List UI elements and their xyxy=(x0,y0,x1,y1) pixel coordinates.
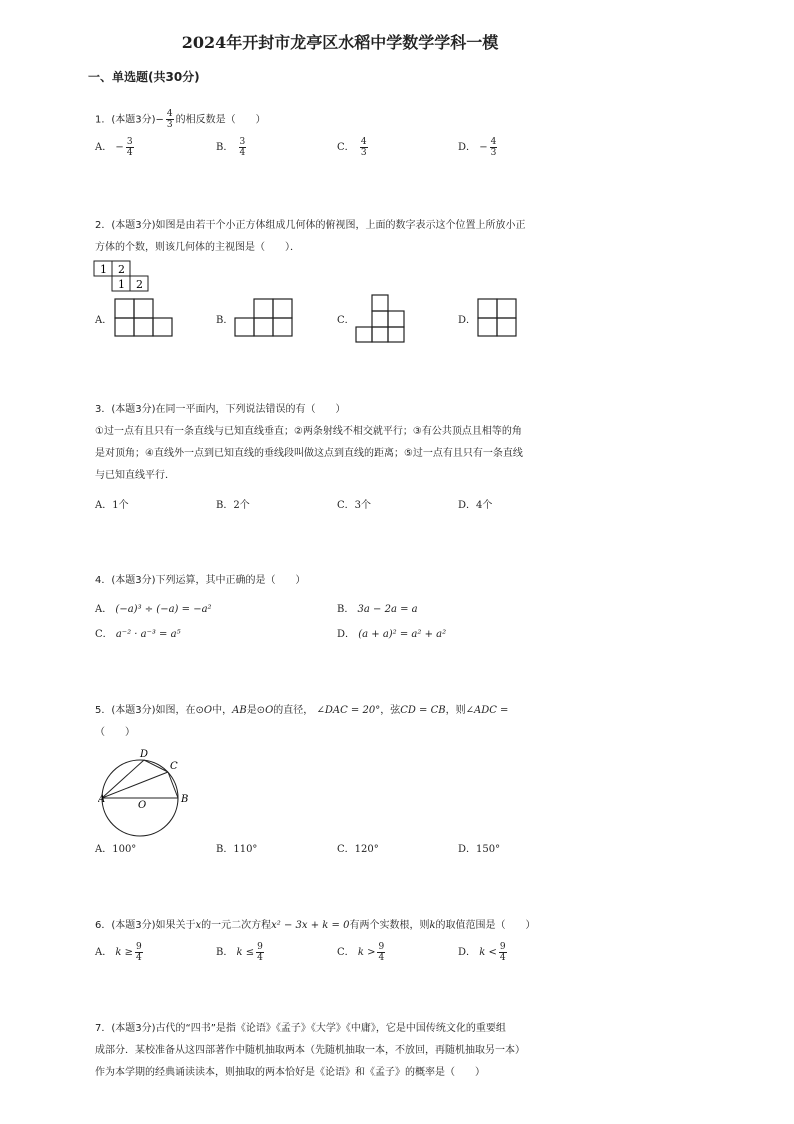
option-num: 4 xyxy=(490,137,497,147)
q6-option-b[interactable] xyxy=(216,942,266,963)
q6-math: x² − 3x + k = 0 xyxy=(271,920,350,931)
q2-option-d-figure[interactable] xyxy=(477,298,519,338)
q5-math: CD = CB xyxy=(400,705,446,716)
q3-line-3: 是对顶角；④直线外一点到已知直线的垂线段叫做这点到直线的距离；⑤过一点有且只有一条直线 xyxy=(95,448,523,459)
option-fraction xyxy=(490,137,498,158)
option-fraction xyxy=(360,137,368,158)
q2-option-b-label[interactable]: B． xyxy=(216,315,234,326)
question-6 xyxy=(95,915,585,937)
q6-math: x xyxy=(195,920,202,931)
q3-option-b[interactable]: B．2个 xyxy=(216,500,250,511)
grid-number: 1 xyxy=(118,278,125,291)
q7-line-3: 作为本学期的经典诵读读本，则抽取的两本恰好是《论语》和《孟子》的概率是（ ） xyxy=(95,1067,485,1078)
q1-fraction xyxy=(166,109,174,130)
q5-circle-figure xyxy=(98,745,198,840)
point-label-a: A xyxy=(98,794,106,805)
q6-text: 的一元二次方程 xyxy=(201,920,272,931)
point-label-o: O xyxy=(138,800,147,811)
option-relation: k < xyxy=(479,947,497,958)
option-den: 4 xyxy=(126,148,133,158)
point-label-c: C xyxy=(170,761,178,772)
option-num: 3 xyxy=(239,137,246,147)
q5-math: AB xyxy=(232,705,247,716)
option-den: 4 xyxy=(499,953,506,963)
option-relation: k ≤ xyxy=(236,947,255,958)
q5-option-b[interactable]: B．110° xyxy=(216,844,258,855)
question-7 xyxy=(95,1018,585,1084)
q5-text: 中， xyxy=(212,705,233,716)
q3-line-1: 3．(本题3分)在同一平面内，下列说法错误的有（ ） xyxy=(95,404,346,415)
grid-number: 2 xyxy=(136,278,143,291)
q7-line-2: 成部分．某校准备从这四部著作中随机抽取两本（先随机抽取一本，不放回，再随机抽取另一本） xyxy=(95,1045,525,1056)
option-label: C． xyxy=(95,629,113,640)
q2-top-view-figure xyxy=(93,260,153,294)
option-label: D． xyxy=(458,947,477,958)
option-den: 3 xyxy=(490,148,497,158)
q5-text: 5．(本题3分)如图，在⊙ xyxy=(95,705,204,716)
option-num: 9 xyxy=(499,942,506,952)
q3-option-d[interactable]: D．4个 xyxy=(458,500,493,511)
q6-option-c[interactable] xyxy=(337,942,387,963)
option-den: 4 xyxy=(239,148,246,158)
option-num: 9 xyxy=(257,942,263,952)
option-num: 3 xyxy=(126,137,133,147)
q5-text: ，则 xyxy=(445,705,466,716)
q2-option-d-label[interactable]: D． xyxy=(458,315,477,326)
q6-option-d[interactable] xyxy=(458,942,509,963)
option-label: C． xyxy=(337,947,355,958)
q6-option-a[interactable] xyxy=(95,942,145,963)
q1-stem-prefix: 1．(本题3分) xyxy=(95,114,156,126)
q1-num: 4 xyxy=(166,109,173,119)
option-num: 9 xyxy=(378,942,385,952)
q2-option-b-figure[interactable] xyxy=(234,298,294,338)
q2-option-c-figure[interactable] xyxy=(355,294,407,344)
q1-option-c[interactable] xyxy=(337,137,370,158)
option-num: 4 xyxy=(360,137,367,147)
q7-line-1: 7．(本题3分)古代的“四书”是指《论语》《孟子》《大学》《中庸》，它是中国传统文化的重要组 xyxy=(95,1023,506,1034)
q6-text: 的取值范围是（ ） xyxy=(435,920,536,931)
option-label: D． xyxy=(458,142,477,153)
q5-math: ∠ADC = xyxy=(465,705,509,716)
grid-number: 1 xyxy=(100,263,107,276)
option-label: D． xyxy=(337,629,356,640)
option-sign: − xyxy=(479,142,488,153)
option-expression: a⁻² · a⁻³ = a⁵ xyxy=(115,629,181,640)
option-den: 4 xyxy=(257,953,263,963)
section-heading: 一、单选题(共30分) xyxy=(88,70,200,84)
q5-line-2: （ ） xyxy=(95,727,135,738)
q2-line-2: 方体的个数，则该几何体的主视图是（ ）． xyxy=(95,242,300,253)
q5-text: 的直径， xyxy=(273,705,314,716)
q1-neg: − xyxy=(155,114,164,126)
point-label-d: D xyxy=(140,749,149,760)
page-title: 2024年开封市龙亭区水稻中学数学学科一模 xyxy=(181,33,499,52)
q4-option-c[interactable] xyxy=(95,625,181,640)
q5-math: ∠DAC = 20° xyxy=(316,705,381,716)
q3-option-c[interactable]: C．3个 xyxy=(337,500,372,511)
option-expression: 3a − 2a = a xyxy=(357,604,418,615)
option-label: A． xyxy=(95,947,113,958)
question-1 xyxy=(95,109,585,132)
q1-option-a[interactable] xyxy=(95,137,136,158)
q2-option-a-label[interactable]: A． xyxy=(95,315,113,326)
q5-text: ，弦 xyxy=(380,705,401,716)
option-fraction xyxy=(239,137,247,158)
option-expression: (a + a)² = a² + a² xyxy=(358,629,447,640)
q6-text: 6．(本题3分)如果关于 xyxy=(95,920,196,931)
question-3 xyxy=(95,399,585,487)
option-label: C． xyxy=(337,142,355,153)
q6-math: k xyxy=(429,920,436,931)
question-4: 4．(本题3分)下列运算，其中正确的是（ ） xyxy=(95,575,306,586)
q5-option-c[interactable]: C．120° xyxy=(337,844,379,855)
q2-line-1: 2．(本题3分)如图是由若干个小正方体组成几何体的俯视图，上面的数字表示这个位置上所放小正 xyxy=(95,220,526,231)
q2-option-a-figure[interactable] xyxy=(114,298,174,338)
q3-option-a[interactable]: A．1个 xyxy=(95,500,129,511)
point-label-b: B xyxy=(181,794,189,805)
q5-math: O xyxy=(265,705,274,716)
q1-den: 3 xyxy=(166,120,173,130)
q1-option-b[interactable] xyxy=(216,137,248,158)
option-sign: − xyxy=(115,142,124,153)
q2-option-c-label[interactable]: C． xyxy=(337,315,355,326)
q5-option-a[interactable]: A．100° xyxy=(95,844,137,855)
q4-option-a[interactable] xyxy=(95,600,212,615)
option-label: A． xyxy=(95,142,113,153)
option-label: B． xyxy=(216,142,234,153)
option-relation: k ≥ xyxy=(115,947,134,958)
option-fraction xyxy=(499,942,507,963)
q6-text: 有两个实数根，则 xyxy=(349,920,430,931)
option-label: A． xyxy=(95,604,113,615)
q5-text: 是⊙ xyxy=(246,705,266,716)
q1-stem-suffix: 的相反数是（ ） xyxy=(175,114,266,126)
q1-option-d[interactable] xyxy=(458,137,499,158)
q5-math: O xyxy=(203,705,213,716)
option-den: 4 xyxy=(136,953,142,963)
q4-option-d[interactable] xyxy=(337,625,446,640)
q3-line-4: 与已知直线平行． xyxy=(95,470,175,481)
question-5 xyxy=(95,700,575,744)
question-2 xyxy=(95,215,585,259)
option-fraction xyxy=(126,137,134,158)
q3-line-2: ①过一点有且只有一条直线与已知直线垂直；②两条射线不相交就平行；③有公共顶点且相等的角 xyxy=(95,426,522,437)
option-fraction xyxy=(256,942,264,963)
q5-line-1 xyxy=(95,700,575,722)
q5-option-d[interactable]: D．150° xyxy=(458,844,501,855)
option-label: B． xyxy=(337,604,355,615)
q4-option-b[interactable] xyxy=(337,600,418,615)
grid-number: 2 xyxy=(118,263,125,276)
option-fraction xyxy=(135,942,143,963)
option-label: B． xyxy=(216,947,234,958)
option-fraction xyxy=(377,942,385,963)
option-expression: (−a)³ ÷ (−a) = −a² xyxy=(115,604,212,615)
option-den: 3 xyxy=(360,148,367,158)
option-relation: k > xyxy=(357,947,376,958)
option-den: 4 xyxy=(378,953,385,963)
option-num: 9 xyxy=(136,942,142,952)
